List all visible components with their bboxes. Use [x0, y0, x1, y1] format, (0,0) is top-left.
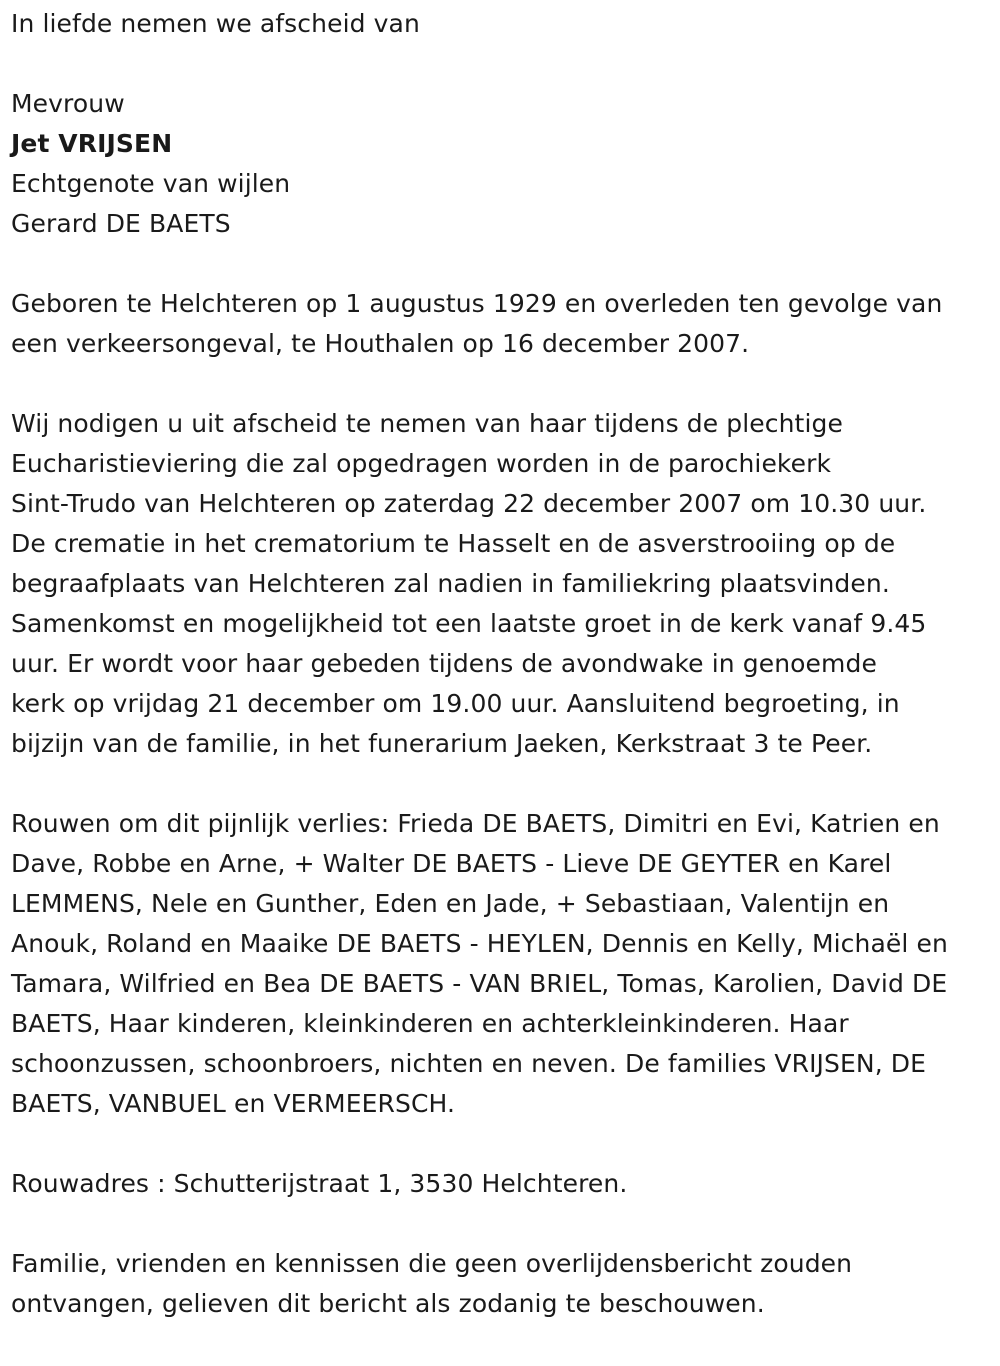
salutation: Mevrouw [11, 89, 125, 118]
mourning-address: Rouwadres : Schutterijstraat 1, 3530 Helchteren. [11, 1169, 628, 1198]
paragraph-line: Eucharistieviering die zal opgedragen worden in de parochiekerk [11, 449, 832, 478]
birth-death-paragraph [11, 284, 990, 364]
spacer [11, 1204, 990, 1244]
paragraph-line: bijzijn van de familie, in het funerarium Jaeken, Kerkstraat 3 te Peer. [11, 729, 873, 758]
paragraph-line: Samenkomst en mogelijkheid tot een laatste groet in de kerk vanaf 9.45 [11, 609, 927, 638]
paragraph-line: Rouwen om dit pijnlijk verlies: Frieda DE BAETS, Dimitri en Evi, Katrien en [11, 809, 940, 838]
spouse-name: Gerard DE BAETS [11, 209, 231, 238]
paragraph-line: Geboren te Helchteren op 1 augustus 1929 en overleden ten gevolge van [11, 289, 943, 318]
ceremony-paragraph [11, 404, 990, 764]
paragraph-line: Tamara, Wilfried en Bea DE BAETS - VAN BRIEL, Tomas, Karolien, David DE [11, 969, 948, 998]
paragraph-line: een verkeersongeval, te Houthalen op 16 december 2007. [11, 329, 750, 358]
paragraph-line: Dave, Robbe en Arne, + Walter DE BAETS - Lieve DE GEYTER en Karel [11, 849, 892, 878]
paragraph-line: begraafplaats van Helchteren zal nadien in familiekring plaatsvinden. [11, 569, 890, 598]
paragraph-line: Wij nodigen u uit afscheid te nemen van haar tijdens de plechtige [11, 409, 843, 438]
paragraph-line: ontvangen, gelieven dit bericht als zodanig te beschouwen. [11, 1289, 765, 1318]
paragraph-line: Sint-Trudo van Helchteren op zaterdag 22 december 2007 om 10.30 uur. [11, 489, 927, 518]
paragraph-line: Anouk, Roland en Maaike DE BAETS - HEYLEN, Dennis en Kelly, Michaël en [11, 929, 948, 958]
spacer [11, 1124, 990, 1164]
paragraph-line: schoonzussen, schoonbroers, nichten en neven. De families VRIJSEN, DE [11, 1049, 927, 1078]
intro-text: In liefde nemen we afscheid van [11, 9, 420, 38]
mourners-paragraph [11, 804, 990, 1124]
paragraph-line: kerk op vrijdag 21 december om 19.00 uur. Aansluitend begroeting, in [11, 689, 900, 718]
paragraph-line: De crematie in het crematorium te Hasselt en de asverstrooiing op de [11, 529, 896, 558]
closing-paragraph [11, 1244, 990, 1324]
spacer [11, 244, 990, 284]
paragraph-line: BAETS, VANBUEL en VERMEERSCH. [11, 1089, 456, 1118]
spacer [11, 764, 990, 804]
spacer [11, 44, 990, 84]
paragraph-line: Familie, vrienden en kennissen die geen overlijdensbericht zouden [11, 1249, 853, 1278]
spacer [11, 364, 990, 404]
spouse-label: Echtgenote van wijlen [11, 169, 291, 198]
paragraph-line: uur. Er wordt voor haar gebeden tijdens de avondwake in genoemde [11, 649, 877, 678]
deceased-name: Jet VRIJSEN [11, 129, 173, 158]
paragraph-line: LEMMENS, Nele en Gunther, Eden en Jade, + Sebastiaan, Valentijn en [11, 889, 890, 918]
paragraph-line: BAETS, Haar kinderen, kleinkinderen en achterkleinkinderen. Haar [11, 1009, 849, 1038]
